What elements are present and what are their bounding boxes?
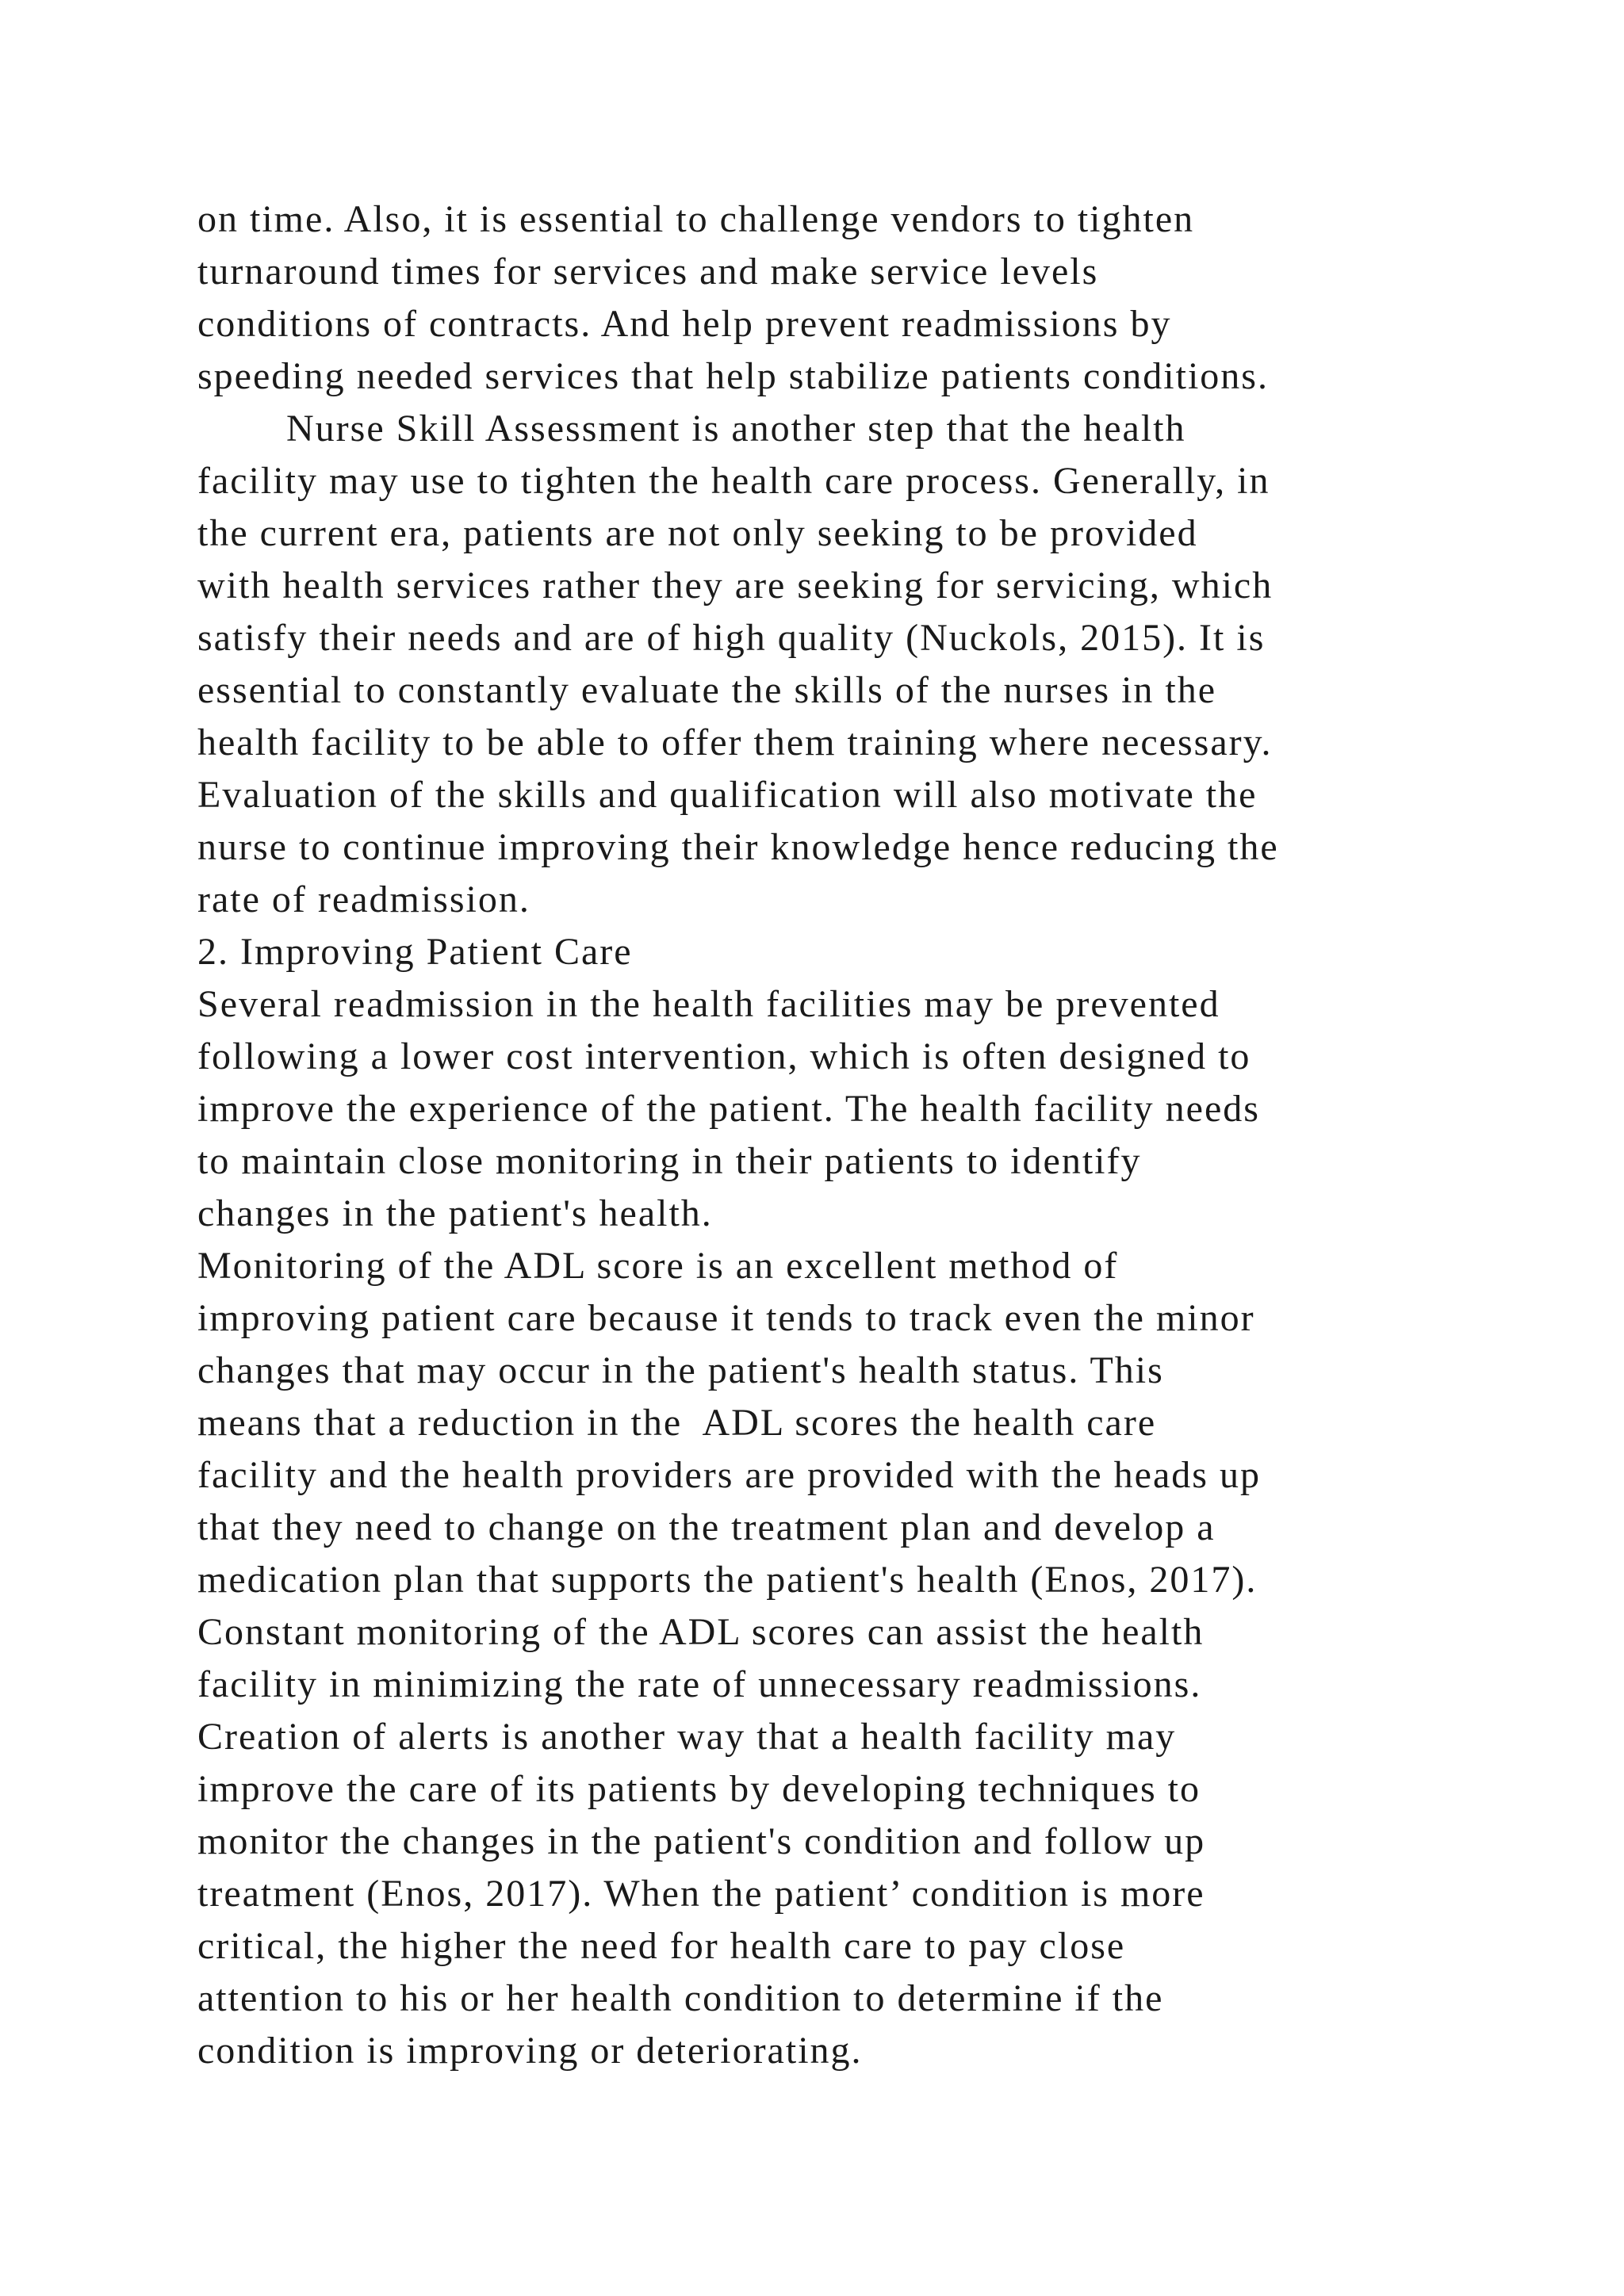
text-line: facility may use to tighten the health care process. Generally, in	[197, 460, 1270, 502]
text-line: Evaluation of the skills and qualification will also motivate the	[197, 774, 1258, 816]
text-line: improve the care of its patients by developing techniques to	[197, 1768, 1201, 1810]
text-line: essential to constantly evaluate the skills of the nurses in the	[197, 669, 1217, 711]
section-heading: 2. Improving Patient Care	[197, 931, 633, 973]
text-line: improve the experience of the patient. The health facility needs	[197, 1088, 1260, 1130]
text-line: monitor the changes in the patient's condition and follow up	[197, 1820, 1206, 1862]
text-line: attention to his or her health condition to determine if the	[197, 1977, 1164, 2019]
text-line: following a lower cost intervention, which is often designed to	[197, 1035, 1251, 1077]
text-line: speeding needed services that help stabilize patients conditions.	[197, 355, 1269, 397]
text-line: that they need to change on the treatment plan and develop a	[197, 1506, 1216, 1548]
text-line: critical, the higher the need for health care to pay close	[197, 1925, 1126, 1967]
text-line: the current era, patients are not only seeking to be provided	[197, 512, 1198, 554]
body-text	[197, 193, 1482, 2077]
text-line: conditions of contracts. And help prevent readmissions by	[197, 303, 1172, 345]
text-line: health facility to be able to offer them training where necessary.	[197, 721, 1273, 763]
paragraph-first-line: Nurse Skill Assessment is another step that the health	[197, 408, 1186, 450]
text-line: nurse to continue improving their knowledge hence reducing the	[197, 826, 1279, 868]
text-line: treatment (Enos, 2017). When the patient’ condition is more	[197, 1873, 1205, 1915]
text-line: rate of readmission.	[197, 878, 530, 920]
text-line: turnaround times for services and make service levels	[197, 251, 1099, 293]
text-line: Several readmission in the health facilities may be prevented	[197, 983, 1220, 1025]
text-line: changes that may occur in the patient's health status. This	[197, 1349, 1164, 1391]
text-line: condition is improving or deteriorating.	[197, 2030, 863, 2072]
text-line: changes in the patient's health.	[197, 1192, 713, 1234]
text-line: improving patient care because it tends to track even the minor	[197, 1297, 1255, 1339]
text-line: with health services rather they are seeking for servicing, which	[197, 564, 1274, 607]
text-line: means that a reduction in the ADL scores the health care	[197, 1402, 1157, 1444]
text-line: on time. Also, it is essential to challenge vendors to tighten	[197, 198, 1195, 240]
text-line: Constant monitoring of the ADL scores can assist the health	[197, 1611, 1205, 1653]
text-line: Creation of alerts is another way that a health facility may	[197, 1716, 1177, 1758]
text-line: to maintain close monitoring in their patients to identify	[197, 1140, 1142, 1182]
text-line: medication plan that supports the patient's health (Enos, 2017).	[197, 1559, 1258, 1601]
text-line: facility and the health providers are provided with the heads up	[197, 1454, 1261, 1496]
text-line: Monitoring of the ADL score is an excellent method of	[197, 1245, 1119, 1287]
text-line: facility in minimizing the rate of unnecessary readmissions.	[197, 1663, 1202, 1705]
text-line: satisfy their needs and are of high quality (Nuckols, 2015). It is	[197, 617, 1266, 659]
